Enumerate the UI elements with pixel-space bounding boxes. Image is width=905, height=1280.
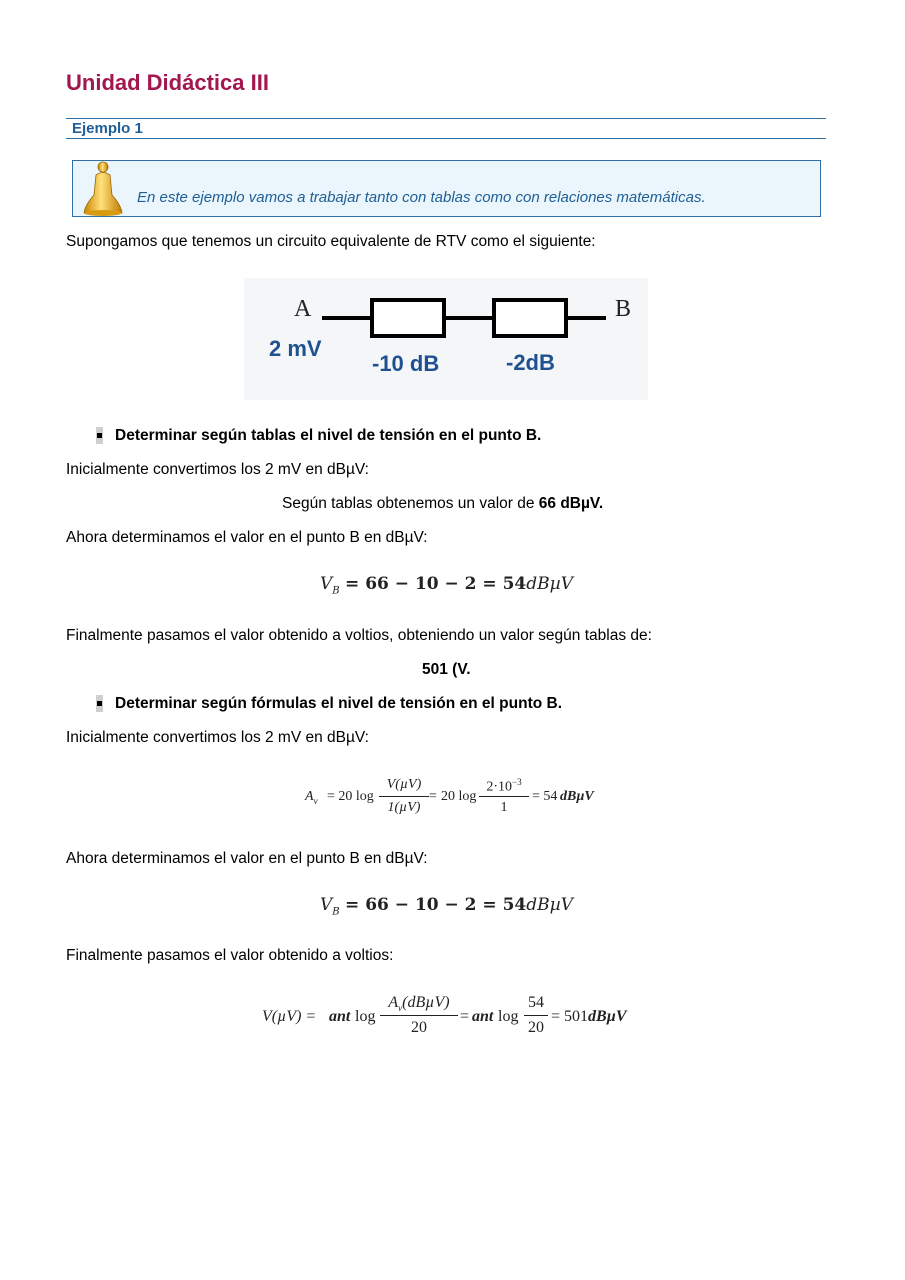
point-a-label: A	[294, 296, 312, 322]
attenuator-2	[494, 300, 566, 336]
table-prefix: Según tablas obtenemos un valor de	[282, 495, 539, 512]
part1-result: 501 (V.	[422, 661, 471, 678]
part2-step1: Inicialmente convertimos los 2 mV en dBµV:	[66, 729, 369, 746]
formula-av: $A_v$ = 20 log V(µV) 1(µV) = 20 log $2\cdot 10^{-3}$ 1 = 54 dBµV	[305, 777, 594, 815]
part2-heading: Determinar según fórmulas el nivel de tensión en el punto B.	[115, 695, 563, 712]
section-header	[66, 118, 826, 139]
part1-heading: Determinar según tablas el nivel de tensión en el punto B.	[115, 427, 542, 444]
stage2-label: -2dB	[506, 350, 555, 375]
point-b-label: B	[615, 296, 632, 322]
note-box	[72, 160, 821, 217]
bullet-1	[96, 427, 103, 444]
intro-text: Supongamos que tenemos un circuito equivalente de RTV como el siguiente:	[66, 233, 596, 250]
formula-v: V(µV) = ant log $A_v(dB\mu V)$ 20 = ant log 54 20 = 501 dBµV	[262, 994, 627, 1036]
page-title: Unidad Didáctica III	[66, 70, 269, 95]
part2-step3: Finalmente pasamos el valor obtenido a voltios:	[66, 947, 394, 964]
input-label: 2 mV	[269, 336, 322, 361]
formula-vb-2: $V_B = 66 - 10 - 2 = 54dB\mu V$	[320, 895, 573, 918]
part2-step2: Ahora determinamos el valor en el punto B en dBµV:	[66, 850, 428, 867]
part1-step1: Inicialmente convertimos los 2 mV en dBµV:	[66, 461, 369, 478]
note-text: En este ejemplo vamos a trabajar tanto con tablas como con relaciones matemáticas.	[137, 189, 706, 206]
attenuator-1	[372, 300, 444, 336]
formula-vb-1: $V_B = 66 - 10 - 2 = 54dB\mu V$	[320, 574, 573, 597]
bullet-2	[96, 695, 103, 712]
section-label: Ejemplo 1	[72, 120, 143, 137]
bell-icon	[81, 161, 125, 217]
part1-step3: Finalmente pasamos el valor obtenido a voltios, obteniendo un valor según tablas de:	[66, 627, 652, 644]
table-value: 66 dBµV.	[538, 495, 604, 512]
circuit-diagram	[244, 278, 648, 400]
part1-table-line	[282, 495, 603, 513]
stage1-label: -10 dB	[372, 351, 440, 376]
part1-step2: Ahora determinamos el valor en el punto B en dBµV:	[66, 529, 428, 546]
